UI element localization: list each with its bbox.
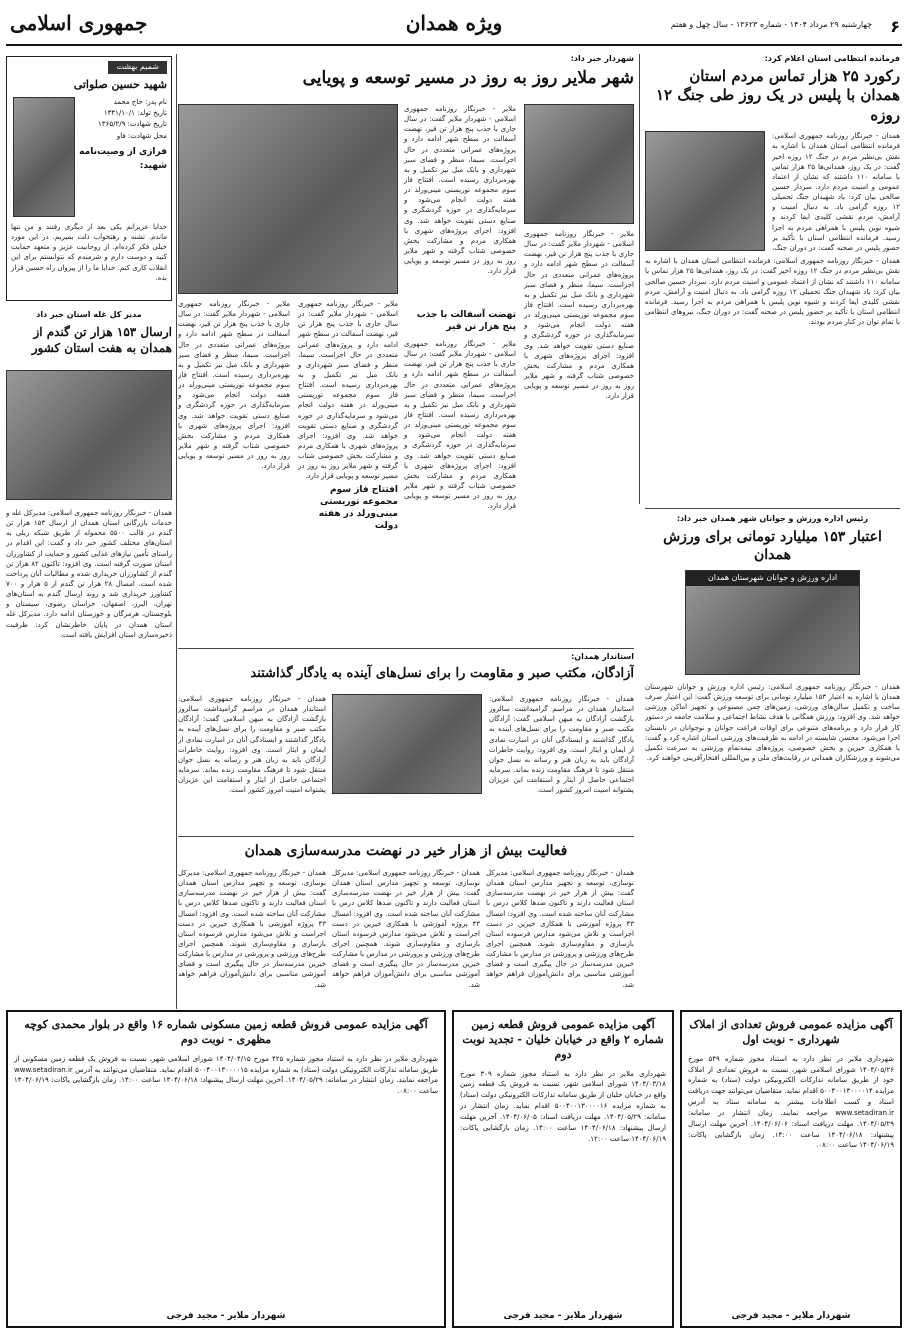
martyr-photo	[13, 97, 75, 217]
death-date: تاریخ شهادت: ۱۳۶۵/۲/۹	[98, 120, 167, 129]
ad-auction-3	[6, 1010, 446, 1328]
ceremony-photo	[332, 694, 482, 794]
photo-caption: اداره ورزش و جوانان شهرستان همدان	[686, 571, 859, 586]
official-photo	[6, 370, 172, 500]
ad-signature: شهردار ملایر - مجید فرجی	[503, 1310, 623, 1321]
story-body-col1: ملایر - خبرنگار روزنامه جمهوری اسلامی - شهردار ملایر گفت: در سال جاری با جذب پنج هزار تن قیر، نهضت آسفالت در سطح شهر ادامه دارد و پروژه‌های عمرانی متعددی در حال اجراست. سیما، منظر و فضای سبز شهرداری و بانک مبل نیز تکمیل و به بهره‌برداری رسیده است. افتتاح فاز سوم مجموعه توریستی مینی‌ورلد در هفته دولت انجام می‌شود و سرمایه‌گذاری در حوزه گردشگری و صنایع دستی تقویت خواهد شد. وی افزود: اجرای پروژه‌های شهری با همکاری مردم و مشارکت بخش خصوصی شتاب گرفته و شهر ملایر روز به روز در مسیر توسعه و پویایی قرار دارد.	[524, 230, 634, 401]
quote-title: فرازی از وصیت‌نامه شهید:	[79, 146, 167, 172]
story-body: همدان - خبرنگار روزنامه جمهوری اسلامی: رئیس اداره ورزش و جوانان شهرستان همدان با اشاره به اعتبار ۱۵۳ میلیارد تومانی برای توسعه ورزش گفت: این اعتبار صرف ساخت و تکمیل سالن‌های ورزشی، زمین‌های چمن مصنوعی و تجهیز اماکن ورزشی خواهد شد. وی افزود: ورزش همگانی با هدف نشاط اجتماعی و سلامت جامعه در دستور کار قرار دارد و برنامه‌های متنوعی برای اوقات فراغت جوانان و نوجوانان در تابستان اجرا می‌شود. محسن شایسته در ادامه به ظرفیت‌های ورزشی استان اشاره کرد و گفت: با همکاری خیرین و بخش خصوصی، پروژه‌های نیمه‌تمام ورزشی به سرعت تکمیل می‌شوند و ورزشکاران همدانی در رقابت‌های ملی و بین‌المللی افتخارآفرینی خواهند کرد.	[645, 683, 900, 762]
story-body: همدان - خبرنگار روزنامه جمهوری اسلامی: مدیرکل غله و خدمات بازرگانی استان همدان از ارسال ۱۵۳ هزار تن گندم در قالب ۵۵۰۰ محموله از طریق شبکه ریلی به استان‌های مختلف کشور خبر داد و گفت: این اقدام در راستای تأمین نیازهای غذایی کشور و حمایت از کشاورزان استان صورت گرفته است. وی افزود: تاکنون ۸۲ هزار تن گندم از کشاورزان خریداری شده و مطالبات آنان پرداخت شده است. امسال ۲۸ هزار تن گندم از ۵ هزار و ۷۰۰ کشاورز خریداری شد و روند ارسال گندم به استان‌های تهران، البرز، اصفهان، خراسان رضوی، سیستان و بلوچستان، هرمزگان و خوزستان ادامه دارد. مدیرکل غله استان همدان در پایان خاطرنشان کرد: ظرفیت ذخیره‌سازی استان افزایش یافته است.	[6, 509, 172, 639]
story-azadegan	[178, 652, 634, 832]
ad-body: شهرداری ملایر در نظر دارد به استناد مجوز شماره ۳۰۹ مورخ ۱۴۰۴/۰۳/۱۸ شورای اسلامی شهر، نسبت به فروش یک قطعه زمین واقع در خیابان خلیان از طریق سامانه تدارکات الکترونیکی دولت (ستاد) به شماره مزایده ۵۰۰۴۰۰۱۳۰۰۰۰۱۶ اقدام نماید. زمان انتشار در سامانه: ۱۴۰۴/۰۵/۲۹. مهلت دریافت اسناد: ۱۴۰۴/۰۶/۰۵. آخرین مهلت ارسال پیشنهاد: ۱۴۰۴/۰۶/۱۸ ساعت ۱۴:۰۰. زمان بازگشایی پاکات: ۱۴۰۴/۰۶/۱۹ ساعت ۱۲:۰۰.	[460, 1069, 666, 1143]
story-schools	[178, 842, 634, 1007]
story-body-col1: همدان - خبرنگار روزنامه جمهوری اسلامی: استاندار همدان در مراسم گرامیداشت سالروز بازگشت آزادگان به میهن اسلامی گفت: آزادگان مکتب صبر و مقاومت را برای نسل‌های آینده به یادگار گذاشتند و ایستادگی آنان در اسارت نمادی از ایمان و ایثار است. وی افزود: روایت خاطرات آزادگان باید به زبان هنر و رسانه به نسل جوان منتقل شود تا فرهنگ مقاومت زنده بماند. سرمایه اجتماعی حاصل از ایثار و استقامت این عزیزان پشتوانه امنیت امروز کشور است.	[489, 695, 634, 795]
story-sports	[645, 514, 900, 1008]
sports-photo	[685, 570, 860, 675]
story-kicker: مدیر کل غله استان خبر داد	[36, 310, 142, 319]
masthead	[6, 6, 902, 46]
ad-title: آگهی مزایده عمومی فروش تعدادی از املاک شهرداری - نوبت اول	[689, 1018, 893, 1046]
mayor-photo	[524, 104, 634, 224]
story-body-col4: ملایر - خبرنگار روزنامه جمهوری اسلامی - شهردار ملایر گفت: در سال جاری با جذب پنج هزار تن قیر، نهضت آسفالت در سطح شهر ادامه دارد و پروژه‌های عمرانی متعددی در حال اجراست. سیما، منظر و فضای سبز شهرداری و بانک مبل نیز تکمیل و به بهره‌برداری رسیده است. افتتاح فاز سوم مجموعه توریستی مینی‌ورلد در هفته دولت انجام می‌شود و سرمایه‌گذاری در حوزه گردشگری و صنایع دستی تقویت خواهد شد. وی افزود: اجرای پروژه‌های شهری با همکاری مردم و مشارکت بخش خصوصی شتاب گرفته و شهر ملایر روز به روز در مسیر توسعه و پویایی قرار دارد.	[178, 300, 290, 471]
story-wheat	[6, 310, 172, 1008]
story-kicker: شهردار خبر داد:	[570, 54, 634, 63]
story-mayor	[178, 54, 634, 644]
story-body-top: همدان - خبرنگار روزنامه جمهوری اسلامی: فرمانده انتظامی استان همدان با اشاره به نقش بی‌نظیر مردم در جنگ ۱۲ روزه اخیر گفت: در یک روز، همدانی‌ها ۲۵ هزار تماس با سامانه ۱۱۰ داشتند که نشان از اعتماد عمومی و امنیت مردم دارد. سردار حسین صالحی بیان کرد: یاد شهیدان جنگ تحمیلی ۱۲ روزه گرامی باد. به دنبال امنیت و آرامش، مردم نقشی کلیدی ایفا کردند و شیوه نوین پلیس با همراهی مردم به اجرا رسید. فرمانده انتظامی استان با تأکید بر حضور پلیس در صحنه گفت: در دوران جنگ،	[772, 132, 900, 252]
story-body-col1: همدان - خبرنگار روزنامه جمهوری اسلامی: مدیرکل نوسازی، توسعه و تجهیز مدارس استان همدان گفت: بیش از هزار خیر در نهضت مدرسه‌سازی استان فعالیت دارند و تاکنون صدها کلاس درس با مشارکت آنان ساخته شده است. وی افزود: امسال ۴۳ پروژه آموزشی با همکاری خیرین در دست اجراست و تلاش می‌شود مدارس فرسوده استان بازسازی و مقاوم‌سازی شوند. همچنین اجرای طرح‌های ورزشی و پرورشی در مدارس با مشارکت خیرین مدرسه‌ساز در حال پیگیری است و فضای آموزشی مناسبی برای دانش‌آموزان فراهم خواهد شد.	[486, 869, 634, 989]
section-title: ویژه همدان	[405, 11, 503, 35]
story-body: همدان - خبرنگار روزنامه جمهوری اسلامی: فرمانده انتظامی استان همدان با اشاره به نقش بی‌نظیر مردم در جنگ ۱۲ روزه اخیر گفت: در یک روز، همدانی‌ها ۲۵ هزار تماس با سامانه ۱۱۰ داشتند که نشان از اعتماد عمومی و امنیت مردم دارد. سردار حسین صالحی بیان کرد: یاد شهیدان جنگ تحمیلی ۱۲ روزه گرامی باد. به دنبال امنیت و آرامش، مردم نقشی کلیدی ایفا کردند و شیوه نوین پلیس با همراهی مردم به اجرا رسید. فرمانده انتظامی استان با تأکید بر حضور پلیس در صحنه گفت: در دوران جنگ، نیروهای انتظامی با تمام توان در کنار مردم بودند.	[645, 257, 900, 327]
story-body-col2: همدان - خبرنگار روزنامه جمهوری اسلامی: مدیرکل نوسازی، توسعه و تجهیز مدارس استان همدان گفت: بیش از هزار خیر در نهضت مدرسه‌سازی استان فعالیت دارند و تاکنون صدها کلاس درس با مشارکت آنان ساخته شده است. وی افزود: امسال ۴۳ پروژه آموزشی با همکاری خیرین در دست اجراست و تلاش می‌شود مدارس فرسوده استان بازسازی و مقاوم‌سازی شوند. همچنین اجرای طرح‌های ورزشی و پرورشی در مدارس با مشارکت خیرین مدرسه‌ساز در حال پیگیری است و فضای آموزشی مناسبی برای دانش‌آموزان فراهم خواهد شد.	[332, 869, 480, 989]
story-headline: آزادگان، مکتب صبر و مقاومت را برای نسل‌های آینده به یادگار گذاشتند	[250, 665, 634, 681]
story-kicker: فرمانده انتظامی استان اعلام کرد:	[764, 54, 900, 63]
ad-body: شهرداری ملایر در نظر دارد به استناد مجوز شماره ۴۲۵ مورخ ۱۴۰۴/۰۴/۱۵ شورای اسلامی شهر، نسبت به فروش یک قطعه زمین مسکونی از طریق سامانه تدارکات الکترونیکی دولت (ستاد) به شماره مزایده ۵۰۰۴۰۰۱۳۰۰۰۰۱۵ اقدام نماید. متقاضیان می‌توانند به آدرس www.setadiran.ir مراجعه نمایند. زمان انتشار در سامانه: ۱۴۰۴/۰۵/۲۹. آخرین مهلت ارسال پیشنهاد: ۱۴۰۴/۰۶/۱۸ ساعت ۱۴:۰۰. زمان بازگشایی پاکات: ۱۴۰۴/۰۶/۱۹ ساعت ۰۸:۰۰.	[14, 1054, 438, 1096]
martyr-badge: شمیم بهشت	[108, 61, 167, 74]
story-headline: ارسال ۱۵۳ هزار تن گندم از همدان به هفت استان کشور	[31, 324, 172, 355]
birth-date: تاریخ تولد: ۱۳۴۱/۱۰/۱	[103, 109, 167, 118]
ad-signature: شهردار ملایر - مجید فرجی	[166, 1310, 286, 1321]
ad-auction-2	[452, 1010, 674, 1328]
officer-photo	[645, 131, 765, 251]
story-body-col2: ملایر - خبرنگار روزنامه جمهوری اسلامی - شهردار ملایر گفت: در سال جاری با جذب پنج هزار تن قیر، نهضت آسفالت در سطح شهر ادامه دارد و پروژه‌های عمرانی متعددی در حال اجراست. سیما، منظر و فضای سبز شهرداری و بانک مبل نیز تکمیل و به بهره‌برداری رسیده است. افتتاح فاز سوم مجموعه توریستی مینی‌ورلد در هفته دولت انجام می‌شود و سرمایه‌گذاری در حوزه گردشگری و صنایع دستی تقویت خواهد شد. وی افزود: اجرای پروژه‌های شهری با همکاری مردم و مشارکت بخش خصوصی شتاب گرفته و شهر ملایر روز به روز در مسیر توسعه و پویایی قرار دارد.	[404, 340, 516, 511]
story-headline: رکورد ۲۵ هزار تماس مردم استان همدان با پلیس در یک روز طی جنگ ۱۲ روزه	[656, 66, 900, 124]
story-body-col3: همدان - خبرنگار روزنامه جمهوری اسلامی: مدیرکل نوسازی، توسعه و تجهیز مدارس استان همدان گفت: بیش از هزار خیر در نهضت مدرسه‌سازی استان فعالیت دارند و تاکنون صدها کلاس درس با مشارکت آنان ساخته شده است. وی افزود: امسال ۴۳ پروژه آموزشی با همکاری خیرین در دست اجراست و تلاش می‌شود مدارس فرسوده استان بازسازی و مقاوم‌سازی شوند. همچنین اجرای طرح‌های ورزشی و پرورشی در مدارس با مشارکت خیرین مدرسه‌ساز در حال پیگیری است و فضای آموزشی مناسبی برای دانش‌آموزان فراهم خواهد شد.	[178, 869, 326, 989]
story-subhead: افتتاح فاز سوم مجموعه توریستی مینی‌ورلد در هفته دولت	[318, 485, 398, 532]
story-kicker: استاندار همدان:	[571, 652, 634, 661]
ad-auction-1	[680, 1010, 902, 1328]
page-number: ۶	[890, 17, 900, 36]
story-body: ملایر - خبرنگار روزنامه جمهوری اسلامی - شهردار ملایر گفت: در سال جاری با جذب پنج هزار تن قیر، نهضت آسفالت در سطح شهر ادامه دارد و پروژه‌های عمرانی متعددی در حال اجراست. سیما، منظر و فضای سبز شهرداری و بانک مبل نیز تکمیل و به بهره‌برداری رسیده است. افتتاح فاز سوم مجموعه توریستی مینی‌ورلد در هفته دولت انجام می‌شود و سرمایه‌گذاری در حوزه گردشگری و صنایع دستی تقویت خواهد شد. وی افزود: اجرای پروژه‌های شهری با همکاری مردم و مشارکت بخش خصوصی شتاب گرفته و شهر ملایر روز به روز در مسیر توسعه و پویایی قرار دارد.	[404, 105, 516, 276]
story-body-col2: همدان - خبرنگار روزنامه جمهوری اسلامی: استاندار همدان در مراسم گرامیداشت سالروز بازگشت آزادگان به میهن اسلامی گفت: آزادگان مکتب صبر و مقاومت را برای نسل‌های آینده به یادگار گذاشتند و ایستادگی آنان در اسارت نمادی از ایمان و ایثار است. وی افزود: روایت خاطرات آزادگان باید به زبان هنر و رسانه به نسل جوان منتقل شود تا فرهنگ مقاومت زنده بماند. سرمایه اجتماعی حاصل از ایثار و استقامت این عزیزان پشتوانه امنیت امروز کشور است.	[178, 695, 326, 795]
ad-body: شهرداری ملایر در نظر دارد به استناد مجوز شماره ۵۴۹ مورخ ۱۴۰۴/۰۵/۲۶ شورای اسلامی شهر، نسبت به فروش تعدادی از املاک خود از طریق سامانه تدارکات الکترونیکی دولت (ستاد) به شماره مزایده ۵۰۰۴۰۰۱۳۰۰۰۰۱۴ اقدام نماید. متقاضیان می‌توانند جهت دریافت اسناد و کسب اطلاعات بیشتر به سامانه ستاد به آدرس www.setadiran.ir مراجعه نمایند. زمان انتشار در سامانه: ۱۴۰۴/۰۵/۲۹. مهلت دریافت اسناد: ۱۴۰۴/۰۶/۰۶. آخرین مهلت ارسال پیشنهاد: ۱۴۰۴/۰۶/۱۸ ساعت ۱۴:۰۰. زمان بازگشایی پاکات: ۱۴۰۴/۰۶/۱۹ ساعت ۰۸:۰۰.	[688, 1054, 895, 1150]
date-line: چهارشنبه ۲۹ مرداد ۱۴۰۴ - شماره ۱۳۶۲۳ - سال چهل و هفتم	[670, 20, 872, 29]
story-record	[645, 54, 900, 504]
story-subhead: تهضت آسفالت با جذب پنج هزار تن قیر	[416, 310, 516, 333]
story-kicker: رئیس اداره ورزش و جوانان شهر همدان خبر داد:	[676, 514, 869, 523]
ad-title: آگهی مزایده عمومی فروش قطعه زمین شماره ۲ واقع در خیابان خلیان - تجدید نوبت دوم	[462, 1018, 664, 1061]
story-headline: فعالیت بیش از هزار خیر در نهضت مدرسه‌سازی همدان	[244, 843, 568, 859]
ad-title: آگهی مزایده عمومی فروش قطعه زمین مسکونی شماره ۱۶ واقع در بلوار محمدی کوچه مظهری - نوبت دوم	[24, 1018, 428, 1046]
paper-name: جمهوری اسلامی	[10, 11, 148, 35]
death-place: محل شهادت: فاو	[116, 131, 167, 140]
ad-signature: شهردار ملایر - مجید فرجی	[731, 1310, 851, 1321]
father-name: نام پدر: حاج محمد	[113, 98, 167, 106]
building-photo	[178, 104, 398, 294]
story-body-col3: ملایر - خبرنگار روزنامه جمهوری اسلامی - شهردار ملایر گفت: در سال جاری با جذب پنج هزار تن قیر، نهضت آسفالت در سطح شهر ادامه دارد و پروژه‌های عمرانی متعددی در حال اجراست. سیما، منظر و فضای سبز شهرداری و بانک مبل نیز تکمیل و به بهره‌برداری رسیده است. افتتاح فاز سوم مجموعه توریستی مینی‌ورلد در هفته دولت انجام می‌شود و سرمایه‌گذاری در حوزه گردشگری و صنایع دستی تقویت خواهد شد. وی افزود: اجرای پروژه‌های شهری با همکاری مردم و مشارکت بخش خصوصی شتاب گرفته و شهر ملایر روز به روز در مسیر توسعه و پویایی قرار دارد.	[298, 300, 398, 481]
story-headline: اعتبار ۱۵۳ میلیارد تومانی برای ورزش همدان	[663, 528, 882, 563]
martyr-name: شهید حسین صلواتی	[73, 77, 167, 91]
martyr-quote: خدایا عزیزانم یکی بعد از دیگری رفتند و من تنها ماندم. تشنه و رهتخواب ذلت بمیریم. در این مورد خیلی فکر کرده‌ام. از روحانیت عزیز و متعهد حمایت کنید و دوست دارم و شرمندم که نتوانستم برای این انقلاب کاری کنم. خدایا ما را از پیروان راه حسین قرار بده.	[11, 223, 167, 282]
story-headline: شهر ملایر روز به روز در مسیر توسعه و پویایی	[302, 67, 634, 88]
martyr-box	[6, 56, 172, 301]
